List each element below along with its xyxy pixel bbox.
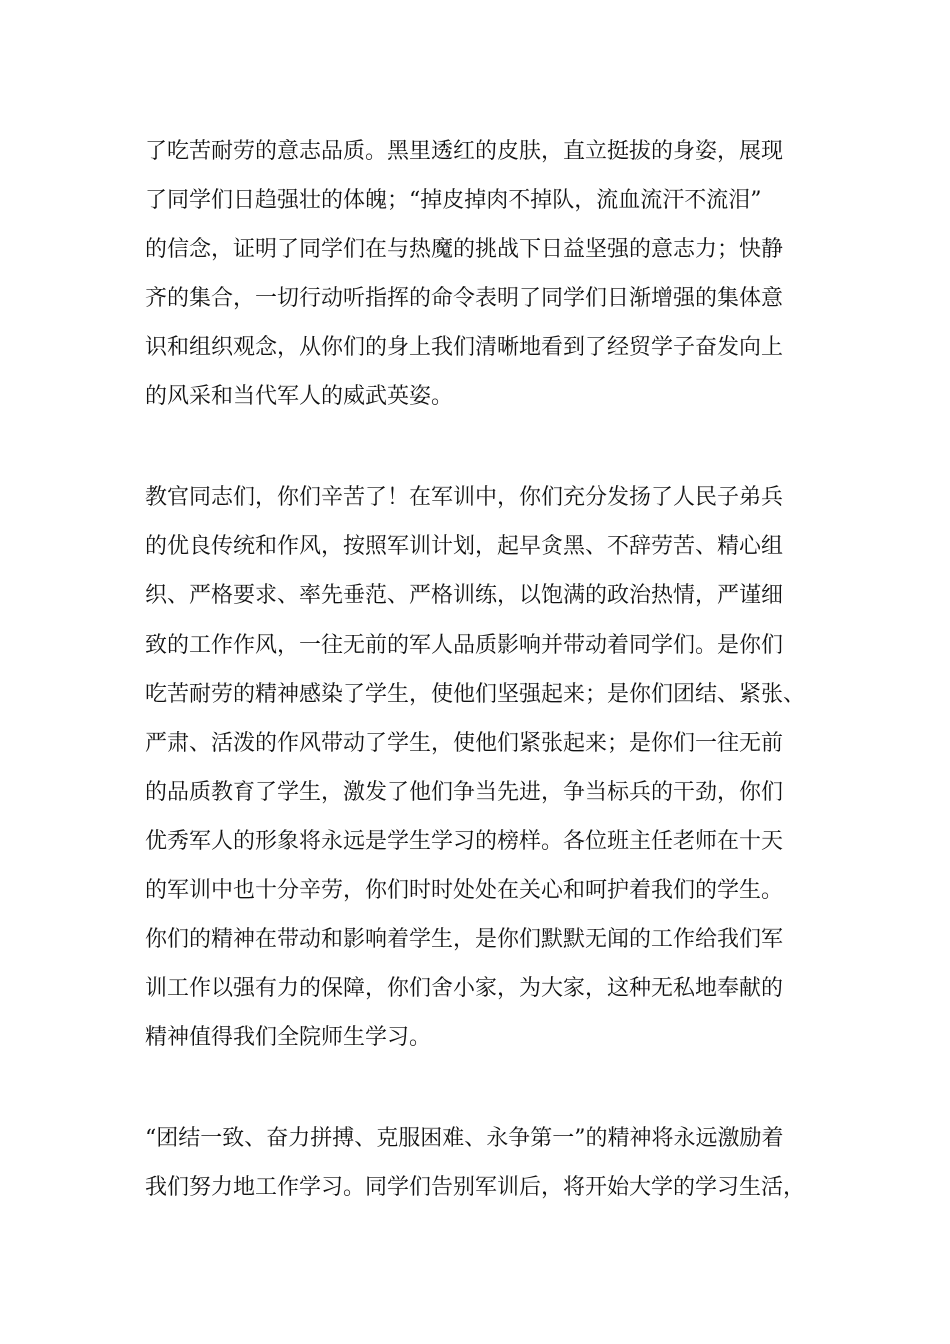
text-line: 我们努力地工作学习。同学们告别军训后，将开始大学的学习生活， bbox=[145, 1175, 806, 1200]
text-line: 识和组织观念，从你们的身上我们清晰地看到了经贸学子奋发向上 bbox=[145, 335, 784, 360]
text-line: 的信念，证明了同学们在与热魔的挑战下日益坚强的意志力；快静 bbox=[145, 237, 784, 262]
text-line: 训工作以强有力的保障，你们舍小家，为大家，这种无私地奉献的 bbox=[145, 976, 784, 1001]
text-line: 织、严格要求、率先垂范、严格训练，以饱满的政治热情，严谨细 bbox=[145, 583, 784, 608]
text-line: “团结一致、奋力拼搏、克服困难、永争第一”的精神将永远激励着 bbox=[145, 1126, 784, 1151]
text-line: 的军训中也十分辛劳，你们时时处处在关心和呵护着我们的学生。 bbox=[145, 878, 784, 903]
text-line: 了吃苦耐劳的意志品质。黑里透红的皮肤，直立挺拔的身姿，展现 bbox=[145, 139, 784, 164]
text-line: 了同学们日趋强壮的体魄；“掉皮掉肉不掉队，流血流汗不流泪” bbox=[145, 188, 762, 213]
text-line: 优秀军人的形象将永远是学生学习的榜样。各位班主任老师在十天 bbox=[145, 829, 784, 854]
text-line: 教官同志们，你们辛苦了！在军训中，你们充分发扬了人民子弟兵 bbox=[145, 485, 784, 510]
text-line: 致的工作作风，一往无前的军人品质影响并带动着同学们。是你们 bbox=[145, 633, 784, 658]
text-line: 精神值得我们全院师生学习。 bbox=[145, 1025, 432, 1050]
text-line: 的品质教育了学生，激发了他们争当先进，争当标兵的干劲，你们 bbox=[145, 780, 784, 805]
text-line: 吃苦耐劳的精神感染了学生，使他们坚强起来；是你们团结、紧张、 bbox=[145, 682, 806, 707]
text-line: 你们的精神在带动和影响着学生，是你们默默无闻的工作给我们军 bbox=[145, 927, 784, 952]
text-line: 的风采和当代军人的威武英姿。 bbox=[145, 384, 454, 409]
text-line: 齐的集合，一切行动听指挥的命令表明了同学们日渐增强的集体意 bbox=[145, 286, 784, 311]
text-line: 严肃、活泼的作风带动了学生，使他们紧张起来；是你们一往无前 bbox=[145, 731, 784, 756]
text-line: 的优良传统和作风，按照军训计划，起早贪黑、不辞劳苦、精心组 bbox=[145, 534, 784, 559]
